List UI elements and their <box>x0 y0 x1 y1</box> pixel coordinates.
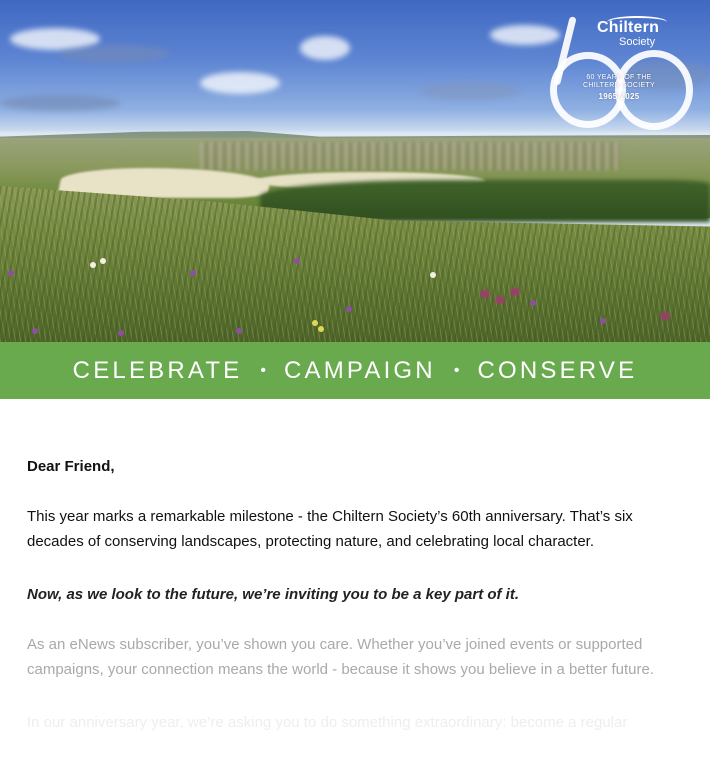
paragraph-invitation: Now, as we look to the future, we’re inviting you to be a key part of it. <box>27 586 520 603</box>
flower <box>480 290 490 298</box>
flower <box>32 328 38 334</box>
flower <box>236 328 242 334</box>
flower <box>90 262 96 268</box>
flower <box>510 288 520 296</box>
flower <box>190 270 196 276</box>
greeting: Dear Friend, <box>27 458 115 475</box>
cloud <box>300 36 350 60</box>
tagline-banner <box>0 342 710 399</box>
flower <box>600 318 606 324</box>
flower <box>346 306 352 312</box>
flower <box>118 330 124 336</box>
logo-tagline: 60 YEARS OF THE <box>586 74 652 81</box>
banner-separator: • <box>260 361 266 379</box>
flower <box>294 258 300 264</box>
logo-tagline: CHILTERN SOCIETY <box>583 82 655 89</box>
cloud <box>60 45 170 63</box>
banner-separator: • <box>453 361 460 379</box>
flower <box>8 270 14 276</box>
hero-image <box>0 0 710 342</box>
banner-word-celebrate: CELEBRATE <box>72 356 243 384</box>
banner-word-conserve: CONSERVE <box>477 356 638 384</box>
paragraph-subscriber: As an eNews subscriber, you’ve shown you care. Whether you’ve joined events or supported campaigns, your connection means the world - because it shows you believe in a better future. <box>27 636 655 678</box>
flower <box>430 272 436 278</box>
banner-word-campaign: CAMPAIGN <box>284 356 436 384</box>
chiltern-society-60-logo <box>545 12 710 140</box>
flower <box>660 312 670 320</box>
numeral-zero-ring <box>615 50 693 130</box>
cloud <box>0 95 120 111</box>
town <box>200 142 620 170</box>
flower <box>530 300 536 306</box>
flower <box>100 258 106 264</box>
cloud <box>200 72 280 94</box>
flower <box>318 326 324 332</box>
paragraph-milestone: This year marks a remarkable milestone - the Chiltern Society’s 60th anniversary. That’s six decades of conserving landscapes, protecting nature, and celebrating local character. <box>27 508 633 550</box>
logo-name: Chiltern <box>597 19 660 36</box>
flower <box>312 320 318 326</box>
logo-sub: Society <box>619 36 656 48</box>
flower <box>495 296 505 304</box>
logo-years: 1965-2025 <box>598 92 640 101</box>
cloud <box>420 82 520 100</box>
paragraph-anniversary-ask: In our anniversary year, we’re asking you to do something extraordinary: become a regular <box>27 714 628 731</box>
